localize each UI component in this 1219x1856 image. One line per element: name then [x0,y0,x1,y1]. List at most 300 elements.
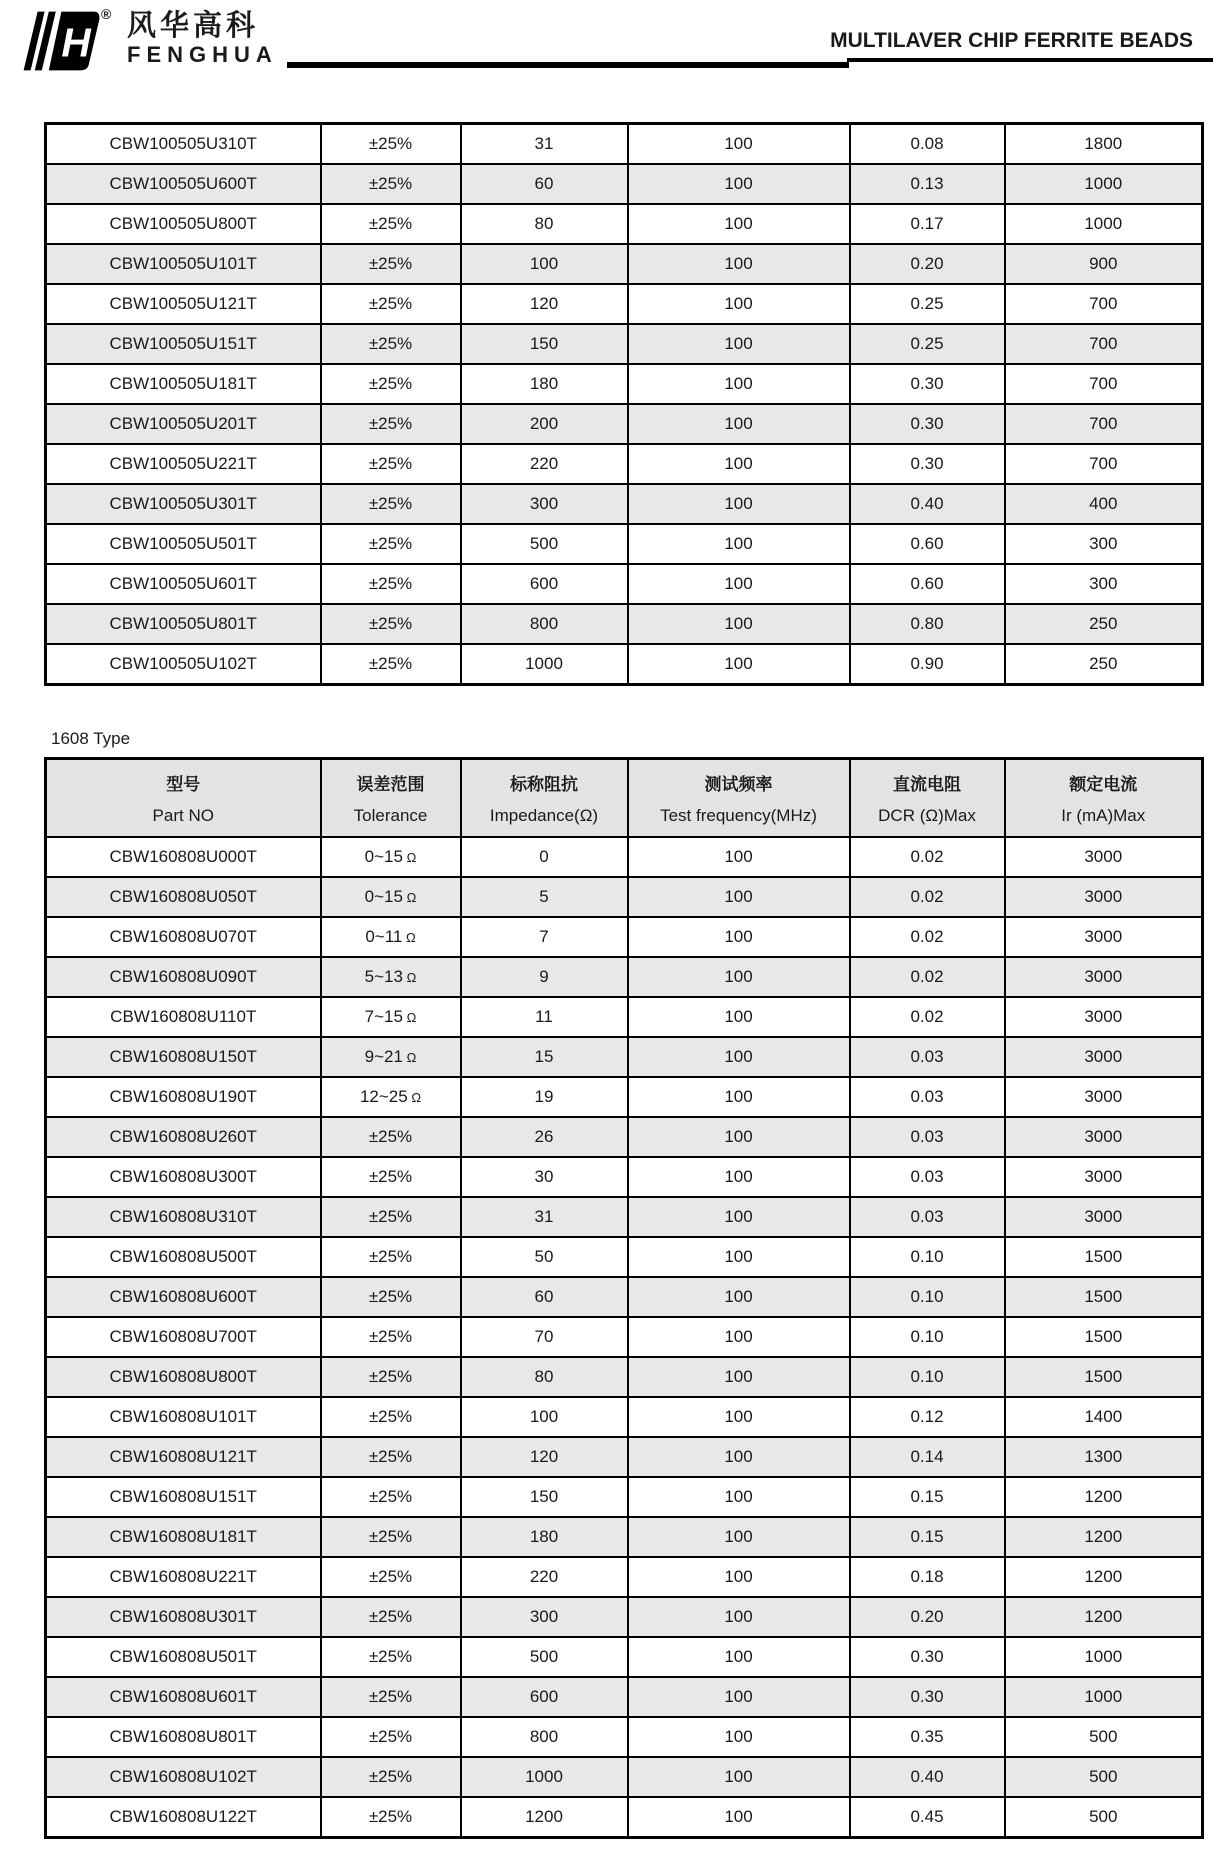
cell-impedance: 180 [461,1517,628,1557]
cell-dcr: 0.20 [850,1597,1005,1637]
table-row [46,1757,1203,1797]
cell-dcr: 0.03 [850,1117,1005,1157]
cell-rated-current: 3000 [1005,917,1203,957]
cell-rated-current: 500 [1005,1717,1203,1757]
table-row [46,364,1203,404]
cell-test-frequency: 100 [628,1277,850,1317]
table-row [46,404,1203,444]
cell-rated-current: 1400 [1005,1397,1203,1437]
cell-impedance: 0 [461,837,628,877]
cell-impedance: 9 [461,957,628,997]
cell-impedance: 150 [461,1477,628,1517]
cell-impedance: 11 [461,997,628,1037]
cell-dcr: 0.02 [850,997,1005,1037]
cell-tolerance: ±25% [321,444,461,484]
cell-tolerance: ±25% [321,1477,461,1517]
cell-test-frequency: 100 [628,1477,850,1517]
cell-part-no: CBW160808U501T [46,1637,321,1677]
cell-tolerance: ±25% [321,1677,461,1717]
cell-tolerance: ±25% [321,164,461,204]
cell-rated-current: 1500 [1005,1237,1203,1277]
cell-impedance: 150 [461,324,628,364]
header-test-frequency-cn: 测试频率 [704,775,773,794]
cell-test-frequency: 100 [628,1357,850,1397]
cell-rated-current: 1000 [1005,204,1203,244]
table-row [46,564,1203,604]
cell-impedance: 15 [461,1037,628,1077]
cell-dcr: 0.02 [850,957,1005,997]
cell-dcr: 0.02 [850,877,1005,917]
cell-rated-current: 250 [1005,644,1203,685]
table-row [46,1277,1203,1317]
cell-impedance: 80 [461,204,628,244]
cell-tolerance: 0~11 Ω [321,917,461,957]
table-row [46,1437,1203,1477]
cell-part-no: CBW160808U101T [46,1397,321,1437]
cell-impedance: 220 [461,444,628,484]
cell-rated-current: 1000 [1005,1637,1203,1677]
cell-impedance: 600 [461,564,628,604]
cell-part-no: CBW160808U800T [46,1357,321,1397]
cell-tolerance: ±25% [321,1277,461,1317]
cell-tolerance: ±25% [321,1557,461,1597]
table-1608-wrap [44,757,1204,1839]
cell-rated-current: 1500 [1005,1357,1203,1397]
cell-test-frequency: 100 [628,1197,850,1237]
cell-dcr: 0.08 [850,124,1005,165]
cell-test-frequency: 100 [628,1757,850,1797]
cell-dcr: 0.15 [850,1517,1005,1557]
cell-part-no: CBW100505U151T [46,324,321,364]
cell-test-frequency: 100 [628,1797,850,1838]
cell-tolerance: ±25% [321,1237,461,1277]
cell-dcr: 0.90 [850,644,1005,685]
cell-part-no: CBW160808U090T [46,957,321,997]
cell-tolerance: ±25% [321,404,461,444]
cell-impedance: 220 [461,1557,628,1597]
logo-wordmark [127,12,278,66]
cell-test-frequency: 100 [628,877,850,917]
cell-test-frequency: 100 [628,404,850,444]
cell-dcr: 0.30 [850,1677,1005,1717]
cell-part-no: CBW160808U122T [46,1797,321,1838]
header-test-frequency-en: Test frequency(MHz) [660,806,817,825]
cell-rated-current: 1000 [1005,1677,1203,1717]
cell-part-no: CBW160808U181T [46,1517,321,1557]
cell-rated-current: 700 [1005,324,1203,364]
cell-dcr: 0.40 [850,484,1005,524]
cell-part-no: CBW160808U102T [46,1757,321,1797]
cell-tolerance: ±25% [321,1117,461,1157]
cell-impedance: 80 [461,1357,628,1397]
cell-tolerance: 5~13 Ω [321,957,461,997]
cell-test-frequency: 100 [628,1317,850,1357]
cell-part-no: CBW160808U110T [46,997,321,1037]
cell-tolerance: 0~15 Ω [321,837,461,877]
cell-rated-current: 3000 [1005,997,1203,1037]
cell-part-no: CBW160808U801T [46,1717,321,1757]
cell-dcr: 0.10 [850,1277,1005,1317]
cell-dcr: 0.17 [850,204,1005,244]
table-row [46,1597,1203,1637]
cell-rated-current: 3000 [1005,1197,1203,1237]
cell-rated-current: 700 [1005,444,1203,484]
table-row [46,1477,1203,1517]
cell-impedance: 800 [461,604,628,644]
table-row [46,1317,1203,1357]
header-tolerance [321,759,461,838]
table-row [46,1677,1203,1717]
cell-impedance: 600 [461,1677,628,1717]
logo-english-name: FENGHUA [127,42,278,67]
cell-part-no: CBW160808U150T [46,1037,321,1077]
cell-rated-current: 3000 [1005,1157,1203,1197]
cell-dcr: 0.40 [850,1757,1005,1797]
cell-dcr: 0.03 [850,1197,1005,1237]
table-row [46,484,1203,524]
cell-test-frequency: 100 [628,124,850,165]
table-row [46,244,1203,284]
cell-dcr: 0.02 [850,917,1005,957]
header-dcr [850,759,1005,838]
table-row [46,524,1203,564]
cell-part-no: CBW160808U221T [46,1557,321,1597]
cell-part-no: CBW100505U600T [46,164,321,204]
table-row [46,1717,1203,1757]
cell-impedance: 60 [461,1277,628,1317]
section-label-1608-type: 1608 Type [51,729,131,748]
cell-tolerance: ±25% [321,1717,461,1757]
cell-test-frequency: 100 [628,1517,850,1557]
cell-impedance: 70 [461,1317,628,1357]
cell-dcr: 0.20 [850,244,1005,284]
cell-impedance: 50 [461,1237,628,1277]
cell-test-frequency: 100 [628,1397,850,1437]
cell-tolerance: 7~15 Ω [321,997,461,1037]
cell-dcr: 0.25 [850,324,1005,364]
cell-rated-current: 3000 [1005,1077,1203,1117]
cell-part-no: CBW100505U501T [46,524,321,564]
table-row [46,1557,1203,1597]
logo-chinese-name: 风华高科 [127,10,260,42]
cell-test-frequency: 100 [628,564,850,604]
cell-tolerance: ±25% [321,1597,461,1637]
cell-dcr: 0.10 [850,1317,1005,1357]
cell-dcr: 0.13 [850,164,1005,204]
cell-rated-current: 300 [1005,564,1203,604]
cell-dcr: 0.30 [850,364,1005,404]
header-test-frequency [628,759,850,838]
header-tolerance-en: Tolerance [353,806,428,825]
cell-tolerance: ±25% [321,124,461,165]
table-row [46,1037,1203,1077]
cell-dcr: 0.60 [850,524,1005,564]
cell-impedance: 7 [461,917,628,957]
cell-impedance: 60 [461,164,628,204]
cell-tolerance: ±25% [321,1357,461,1397]
cell-rated-current: 1500 [1005,1277,1203,1317]
cell-dcr: 0.03 [850,1077,1005,1117]
cell-part-no: CBW100505U181T [46,364,321,404]
cell-part-no: CBW100505U301T [46,484,321,524]
table-row [46,1117,1203,1157]
cell-dcr: 0.30 [850,444,1005,484]
cell-dcr: 0.30 [850,404,1005,444]
table-row [46,917,1203,957]
cell-test-frequency: 100 [628,1437,850,1477]
cell-tolerance: ±25% [321,1437,461,1477]
cell-dcr: 0.35 [850,1717,1005,1757]
table-row [46,1357,1203,1397]
cell-part-no: CBW100505U601T [46,564,321,604]
cell-impedance: 19 [461,1077,628,1117]
cell-test-frequency: 100 [628,1037,850,1077]
cell-impedance: 120 [461,284,628,324]
cell-impedance: 1000 [461,644,628,685]
cell-rated-current: 300 [1005,524,1203,564]
cell-rated-current: 3000 [1005,1037,1203,1077]
cell-tolerance: ±25% [321,244,461,284]
cell-rated-current: 3000 [1005,1117,1203,1157]
cell-rated-current: 1200 [1005,1517,1203,1557]
table-row [46,164,1203,204]
cell-impedance: 31 [461,124,628,165]
cell-test-frequency: 100 [628,1677,850,1717]
table-row [46,837,1203,877]
table-row [46,1157,1203,1197]
cell-dcr: 0.03 [850,1157,1005,1197]
cell-impedance: 300 [461,1597,628,1637]
cell-test-frequency: 100 [628,1557,850,1597]
cell-impedance: 30 [461,1157,628,1197]
cell-dcr: 0.45 [850,1797,1005,1838]
cell-dcr: 0.12 [850,1397,1005,1437]
cell-rated-current: 400 [1005,484,1203,524]
cell-dcr: 0.10 [850,1357,1005,1397]
cell-rated-current: 1200 [1005,1477,1203,1517]
svg-text:H: H [61,19,91,66]
cell-dcr: 0.15 [850,1477,1005,1517]
cell-rated-current: 1800 [1005,124,1203,165]
cell-dcr: 0.10 [850,1237,1005,1277]
cell-dcr: 0.03 [850,1037,1005,1077]
cell-impedance: 200 [461,404,628,444]
cell-impedance: 1000 [461,1757,628,1797]
table-row [46,644,1203,685]
header-rated-current [1005,759,1203,838]
spec-table-1608 [44,757,1204,1839]
cell-rated-current: 3000 [1005,957,1203,997]
header-rated-current-en: Ir (mA)Max [1061,806,1146,825]
cell-test-frequency: 100 [628,644,850,685]
cell-test-frequency: 100 [628,324,850,364]
cell-rated-current: 3000 [1005,877,1203,917]
cell-rated-current: 250 [1005,604,1203,644]
cell-tolerance: ±25% [321,204,461,244]
header-rule-thin [847,58,1213,62]
cell-part-no: CBW160808U000T [46,837,321,877]
cell-test-frequency: 100 [628,604,850,644]
table-row [46,284,1203,324]
cell-tolerance: ±25% [321,1397,461,1437]
cell-tolerance: 9~21 Ω [321,1037,461,1077]
cell-part-no: CBW160808U500T [46,1237,321,1277]
table-row [46,877,1203,917]
header-impedance-cn: 标称阻抗 [510,775,578,794]
table-1005-wrap [44,122,1204,686]
header-rated-current-cn: 额定电流 [1069,775,1138,794]
cell-part-no: CBW160808U121T [46,1437,321,1477]
cell-tolerance: ±25% [321,1197,461,1237]
cell-impedance: 100 [461,244,628,284]
spec-table-1005 [44,122,1204,686]
cell-rated-current: 1200 [1005,1557,1203,1597]
cell-test-frequency: 100 [628,364,850,404]
cell-rated-current: 900 [1005,244,1203,284]
cell-impedance: 100 [461,1397,628,1437]
cell-test-frequency: 100 [628,1077,850,1117]
cell-tolerance: ±25% [321,484,461,524]
cell-impedance: 500 [461,1637,628,1677]
cell-part-no: CBW160808U151T [46,1477,321,1517]
cell-part-no: CBW160808U310T [46,1197,321,1237]
cell-rated-current: 1200 [1005,1597,1203,1637]
cell-tolerance: ±25% [321,284,461,324]
header-rule-thick [287,62,849,68]
cell-part-no: CBW160808U600T [46,1277,321,1317]
cell-tolerance: ±25% [321,364,461,404]
cell-part-no: CBW160808U300T [46,1157,321,1197]
cell-impedance: 26 [461,1117,628,1157]
cell-rated-current: 1500 [1005,1317,1203,1357]
cell-rated-current: 700 [1005,404,1203,444]
cell-impedance: 500 [461,524,628,564]
header-part-no-en: Part NO [152,806,214,825]
header-impedance-en: Impedance(Ω) [489,806,599,825]
cell-part-no: CBW160808U601T [46,1677,321,1717]
cell-part-no: CBW100505U801T [46,604,321,644]
cell-rated-current: 1000 [1005,164,1203,204]
cell-part-no: CBW160808U070T [46,917,321,957]
cell-impedance: 31 [461,1197,628,1237]
table-row [46,1797,1203,1838]
cell-tolerance: ±25% [321,1517,461,1557]
table-row [46,957,1203,997]
header-dcr-en: DCR (Ω)Max [878,806,976,825]
cell-dcr: 0.30 [850,1637,1005,1677]
table-row [46,124,1203,165]
cell-rated-current: 700 [1005,364,1203,404]
header-tolerance-cn: 误差范围 [356,775,425,794]
cell-impedance: 1200 [461,1797,628,1838]
table-row [46,1077,1203,1117]
header-part-no-cn: 型号 [166,775,201,794]
cell-part-no: CBW100505U102T [46,644,321,685]
cell-impedance: 300 [461,484,628,524]
cell-dcr: 0.80 [850,604,1005,644]
table-row [46,1197,1203,1237]
cell-tolerance: ±25% [321,1757,461,1797]
cell-test-frequency: 100 [628,164,850,204]
cell-part-no: CBW100505U310T [46,124,321,165]
table-row [46,1517,1203,1557]
cell-impedance: 120 [461,1437,628,1477]
cell-test-frequency: 100 [628,484,850,524]
table-row [46,444,1203,484]
cell-test-frequency: 100 [628,524,850,564]
cell-rated-current: 700 [1005,284,1203,324]
page-title: MULTILAVER CHIP FERRITE BEADS [830,29,1193,52]
cell-tolerance: ±25% [321,524,461,564]
cell-part-no: CBW100505U201T [46,404,321,444]
fenghua-logo-icon [18,6,102,76]
cell-test-frequency: 100 [628,204,850,244]
cell-test-frequency: 100 [628,444,850,484]
cell-test-frequency: 100 [628,997,850,1037]
header-part-no [46,759,321,838]
cell-rated-current: 500 [1005,1757,1203,1797]
cell-test-frequency: 100 [628,1637,850,1677]
cell-rated-current: 500 [1005,1797,1203,1838]
cell-test-frequency: 100 [628,917,850,957]
cell-tolerance: ±25% [321,1637,461,1677]
cell-rated-current: 1300 [1005,1437,1203,1477]
table-row [46,997,1203,1037]
cell-impedance: 800 [461,1717,628,1757]
table-row [46,1237,1203,1277]
cell-test-frequency: 100 [628,284,850,324]
table-row [46,1397,1203,1437]
table-row [46,324,1203,364]
cell-part-no: CBW100505U221T [46,444,321,484]
cell-tolerance: ±25% [321,1157,461,1197]
cell-test-frequency: 100 [628,1597,850,1637]
cell-tolerance: ±25% [321,1317,461,1357]
cell-part-no: CBW100505U121T [46,284,321,324]
cell-impedance: 180 [461,364,628,404]
cell-tolerance: ±25% [321,564,461,604]
cell-dcr: 0.60 [850,564,1005,604]
registered-trademark-symbol: ® [101,6,112,22]
cell-test-frequency: 100 [628,1117,850,1157]
cell-dcr: 0.14 [850,1437,1005,1477]
cell-test-frequency: 100 [628,957,850,997]
table-row [46,604,1203,644]
cell-rated-current: 3000 [1005,837,1203,877]
cell-part-no: CBW160808U050T [46,877,321,917]
cell-tolerance: ±25% [321,644,461,685]
cell-tolerance: ±25% [321,324,461,364]
cell-part-no: CBW160808U260T [46,1117,321,1157]
cell-part-no: CBW100505U101T [46,244,321,284]
cell-dcr: 0.18 [850,1557,1005,1597]
cell-part-no: CBW160808U301T [46,1597,321,1637]
cell-test-frequency: 100 [628,1237,850,1277]
table-header-row [46,759,1203,838]
cell-impedance: 5 [461,877,628,917]
cell-tolerance: ±25% [321,604,461,644]
cell-dcr: 0.02 [850,837,1005,877]
header-dcr-cn: 直流电阻 [893,775,961,794]
cell-part-no: CBW100505U800T [46,204,321,244]
cell-tolerance: 0~15 Ω [321,877,461,917]
cell-test-frequency: 100 [628,1157,850,1197]
cell-test-frequency: 100 [628,1717,850,1757]
cell-dcr: 0.25 [850,284,1005,324]
cell-test-frequency: 100 [628,244,850,284]
table-row [46,1637,1203,1677]
cell-part-no: CBW160808U700T [46,1317,321,1357]
